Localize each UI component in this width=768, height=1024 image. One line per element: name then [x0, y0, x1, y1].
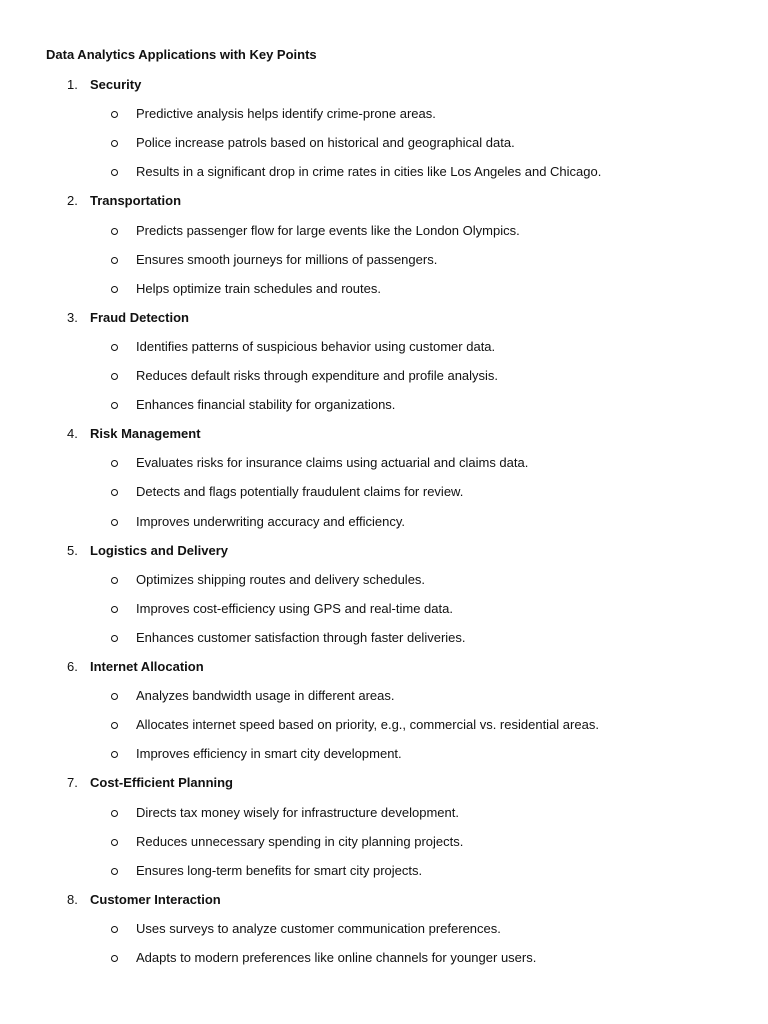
bullet-point: Improves cost-efficiency using GPS and real-time data.	[136, 600, 453, 616]
section-heading: Logistics and Delivery	[90, 542, 228, 558]
section-heading: Customer Interaction	[90, 891, 221, 907]
hollow-bullet-icon	[111, 228, 118, 235]
bullet-point: Reduces unnecessary spending in city planning projects.	[136, 833, 464, 849]
section-number: 4.	[67, 426, 78, 442]
bullet-point: Ensures smooth journeys for millions of passengers.	[136, 251, 438, 267]
section-number: 2.	[67, 193, 78, 209]
hollow-bullet-icon	[111, 810, 118, 817]
section-heading: Risk Management	[90, 426, 201, 442]
bullet-point: Analyzes bandwidth usage in different areas.	[136, 688, 395, 704]
hollow-bullet-icon	[111, 722, 118, 729]
bullet-point: Predicts passenger flow for large events like the London Olympics.	[136, 222, 520, 238]
bullet-point: Enhances financial stability for organizations.	[136, 397, 396, 413]
section-heading: Cost-Efficient Planning	[90, 775, 233, 791]
bullet-point: Police increase patrols based on historical and geographical data.	[136, 135, 515, 151]
hollow-bullet-icon	[111, 868, 118, 875]
hollow-bullet-icon	[111, 839, 118, 846]
section-heading: Security	[90, 77, 142, 92]
hollow-bullet-icon	[111, 693, 118, 700]
hollow-bullet-icon	[111, 140, 118, 147]
bullet-point: Ensures long-term benefits for smart city projects.	[136, 862, 423, 878]
section-heading: Fraud Detection	[90, 309, 189, 325]
bullet-point: Adapts to modern preferences like online channels for younger users.	[136, 950, 537, 965]
hollow-bullet-icon	[111, 402, 118, 409]
section-number: 7.	[67, 775, 78, 791]
hollow-bullet-icon	[111, 751, 118, 758]
section-number: 1.	[67, 77, 78, 92]
bullet-point: Optimizes shipping routes and delivery schedules.	[136, 571, 426, 587]
hollow-bullet-icon	[111, 257, 118, 264]
hollow-bullet-icon	[111, 111, 118, 118]
bullet-point: Improves efficiency in smart city development.	[136, 746, 402, 762]
hollow-bullet-icon	[111, 519, 118, 526]
section-number: 3.	[67, 309, 78, 325]
bullet-point: Predictive analysis helps identify crime-prone areas.	[136, 106, 436, 122]
bullet-point: Identifies patterns of suspicious behavior using customer data.	[136, 338, 496, 354]
bullet-point: Reduces default risks through expenditure and profile analysis.	[136, 368, 499, 383]
hollow-bullet-icon	[111, 286, 118, 293]
hollow-bullet-icon	[111, 606, 118, 613]
hollow-bullet-icon	[111, 489, 118, 496]
hollow-bullet-icon	[111, 955, 118, 962]
bullet-point: Directs tax money wisely for infrastructure development.	[136, 804, 459, 820]
hollow-bullet-icon	[111, 635, 118, 642]
bullet-point: Detects and flags potentially fraudulent claims for review.	[136, 484, 464, 500]
hollow-bullet-icon	[111, 373, 118, 380]
document-title: Data Analytics Applications with Key Points	[46, 47, 317, 62]
bullet-point: Helps optimize train schedules and routes.	[136, 280, 381, 296]
section-number: 8.	[67, 891, 78, 907]
section-heading: Transportation	[90, 193, 182, 209]
bullet-point: Uses surveys to analyze customer communication preferences.	[136, 920, 501, 936]
bullet-point: Allocates internet speed based on priority, e.g., commercial vs. residential areas.	[136, 717, 599, 733]
section-heading: Internet Allocation	[90, 659, 204, 674]
hollow-bullet-icon	[111, 926, 118, 933]
section-number: 6.	[67, 659, 78, 674]
bullet-point: Evaluates risks for insurance claims using actuarial and claims data.	[136, 455, 529, 471]
bullet-point: Improves underwriting accuracy and efficiency.	[136, 513, 406, 529]
bullet-point: Results in a significant drop in crime rates in cities like Los Angeles and Chicago.	[136, 164, 602, 180]
hollow-bullet-icon	[111, 344, 118, 351]
hollow-bullet-icon	[111, 577, 118, 584]
bullet-point: Enhances customer satisfaction through faster deliveries.	[136, 629, 466, 645]
hollow-bullet-icon	[111, 460, 118, 467]
section-number: 5.	[67, 542, 78, 558]
hollow-bullet-icon	[111, 169, 118, 176]
